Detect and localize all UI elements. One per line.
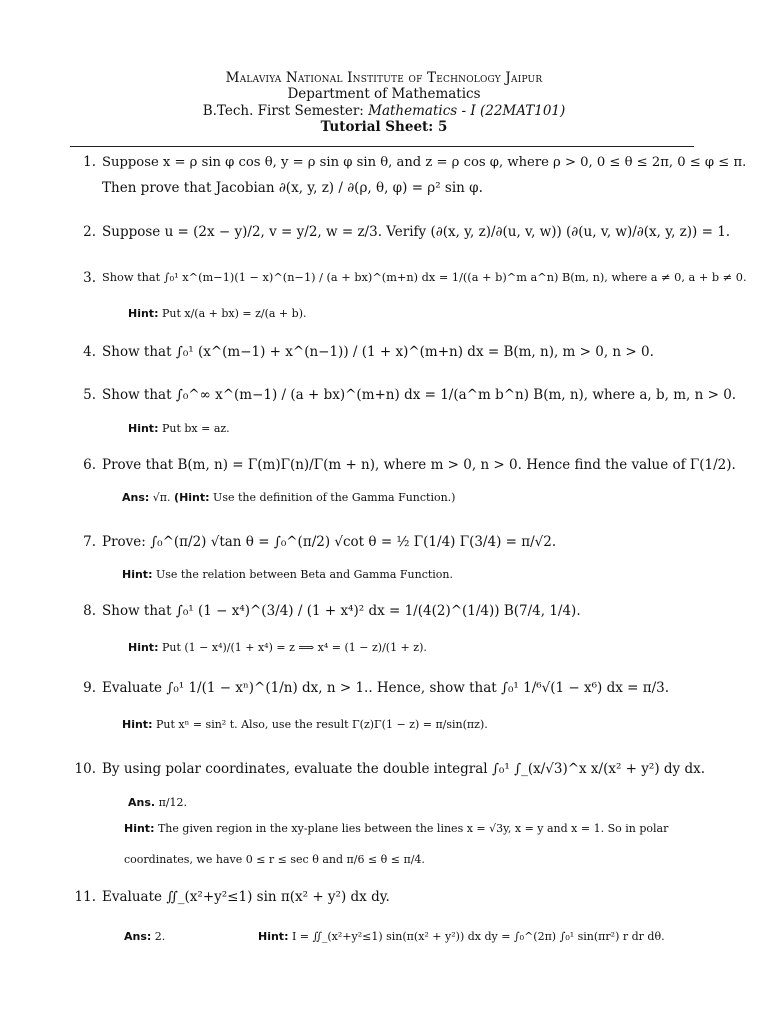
problem-number: 1. [83,154,96,170]
problem-number: 10. [74,761,96,777]
ans-label: Ans: [124,930,152,943]
hint [122,569,453,580]
institute-name: Malaviya National Institute of Technology Jaipur [225,70,543,86]
problem-text: By using polar coordinates, evaluate the double integral ∫₀¹ ∫_(x/√3)^x x/(x² + y²) dy dx. [102,761,705,777]
hint-text: Put xⁿ = sin² t. Also, use the result Γ(z)Γ(1 − z) = π/sin(πz). [155,718,488,731]
hint-label: Hint: [258,930,289,943]
ans-text: π/12. [158,796,188,809]
problem-number: 11. [74,889,96,905]
ans-label: Ans: [122,491,150,504]
problem-number: 4. [83,344,96,360]
problem-text: Evaluate ∫₀¹ 1/(1 − xⁿ)^(1/n) dx, n > 1.. Hence, show that ∫₀¹ 1/⁶√(1 − x⁶) dx = π/3. [102,680,670,696]
problem-number: 2. [83,224,96,240]
hint-label: Hint: [122,568,153,581]
answer [124,931,165,942]
problem-text: Show that ∫₀^∞ x^(m−1) / (a + bx)^(m+n) dx = 1/(a^m b^n) B(m, n), where a, b, m, n > 0. [102,387,737,403]
course-name: Mathematics - I (22MAT101) [368,103,566,119]
problem-number: 3. [83,270,96,286]
hint [122,719,488,730]
hint-label: (Hint: [174,491,210,504]
problem-text: Show that ∫₀¹ x^(m−1)(1 − x)^(n−1) / (a + bx)^(m+n) dx = 1/((a + b)^m a^n) B(m, n), where a ≠ 0, a + b ≠ 0. [102,271,747,284]
hint-label: Hint: [128,422,159,435]
hint-label: Hint: [128,307,159,320]
problem-text: Prove: ∫₀^(π/2) √tan θ = ∫₀^(π/2) √cot θ = ½ Γ(1/4) Γ(3/4) = π/√2. [102,534,557,550]
hint-text: Use the definition of the Gamma Function.) [213,491,456,504]
problem-text: Prove that B(m, n) = Γ(m)Γ(n)/Γ(m + n), where m > 0, n > 0. Hence find the value of Γ(1/2). [102,457,736,473]
hint [124,823,668,834]
department-name: Department of Mathematics [287,86,481,102]
problem-number: 6. [83,457,96,473]
problem-number: 7. [83,534,96,550]
hint-label: Hint: [124,822,155,835]
problem-text: Show that ∫₀¹ (1 − x⁴)^(3/4) / (1 + x⁴)² dx = 1/(4(2)^(1/4)) B(7/4, 1/4). [102,603,581,619]
ans-label: Ans. [128,796,156,809]
course-line [0,103,768,119]
hint [128,308,306,319]
problem-text: Show that ∫₀¹ (x^(m−1) + x^(n−1)) / (1 + x)^(m+n) dx = B(m, n), m > 0, n > 0. [102,344,654,360]
hint-label: Hint: [128,641,159,654]
problem-text: Suppose x = ρ sin φ cos θ, y = ρ sin φ sin θ, and z = ρ cos φ, where ρ > 0, 0 ≤ θ ≤ 2π, 0 ≤ φ ≤ π. [102,155,747,170]
ans-text: √π. [152,491,171,504]
problem-text: Evaluate ∬_(x²+y²≤1) sin π(x² + y²) dx dy. [102,889,390,905]
hint [128,423,230,434]
hint-text: Put (1 − x⁴)/(1 + x⁴) = z ⟹ x⁴ = (1 − z)/(1 + z). [161,641,427,654]
problem-number: 8. [83,603,96,619]
hint-text: Put x/(a + bx) = z/(a + b). [161,307,307,320]
answer [128,797,187,808]
hint-label: Hint: [122,718,153,731]
hint-text: I = ∬_(x²+y²≤1) sin(π(x² + y²)) dx dy = ∫₀^(2π) ∫₀¹ sin(πr²) r dr dθ. [291,930,665,943]
problem-number: 9. [83,680,96,696]
answer-hint [122,492,455,503]
course-prefix: B.Tech. First Semester: [202,103,369,119]
hint-continued: coordinates, we have 0 ≤ r ≤ sec θ and π/6 ≤ θ ≤ π/4. [124,853,425,866]
hint-text: Put bx = az. [161,422,230,435]
header-rule [70,146,694,147]
problem-text: Suppose u = (2x − y)/2, v = y/2, w = z/3. Verify (∂(x, y, z)/∂(u, v, w)) (∂(u, v, w)/∂(x, y, z)) = 1. [102,224,731,240]
hint-text: The given region in the xy-plane lies between the lines x = √3y, x = y and x = 1. So in polar [157,822,669,835]
sheet-title: Tutorial Sheet: 5 [320,119,448,135]
problem-number: 5. [83,387,96,403]
problem-text-2: Then prove that Jacobian ∂(x, y, z) / ∂(ρ, θ, φ) = ρ² sin φ. [102,180,483,196]
hint-text: Use the relation between Beta and Gamma Function. [155,568,453,581]
ans-text: 2. [154,930,166,943]
hint [258,931,665,942]
hint [128,642,427,653]
